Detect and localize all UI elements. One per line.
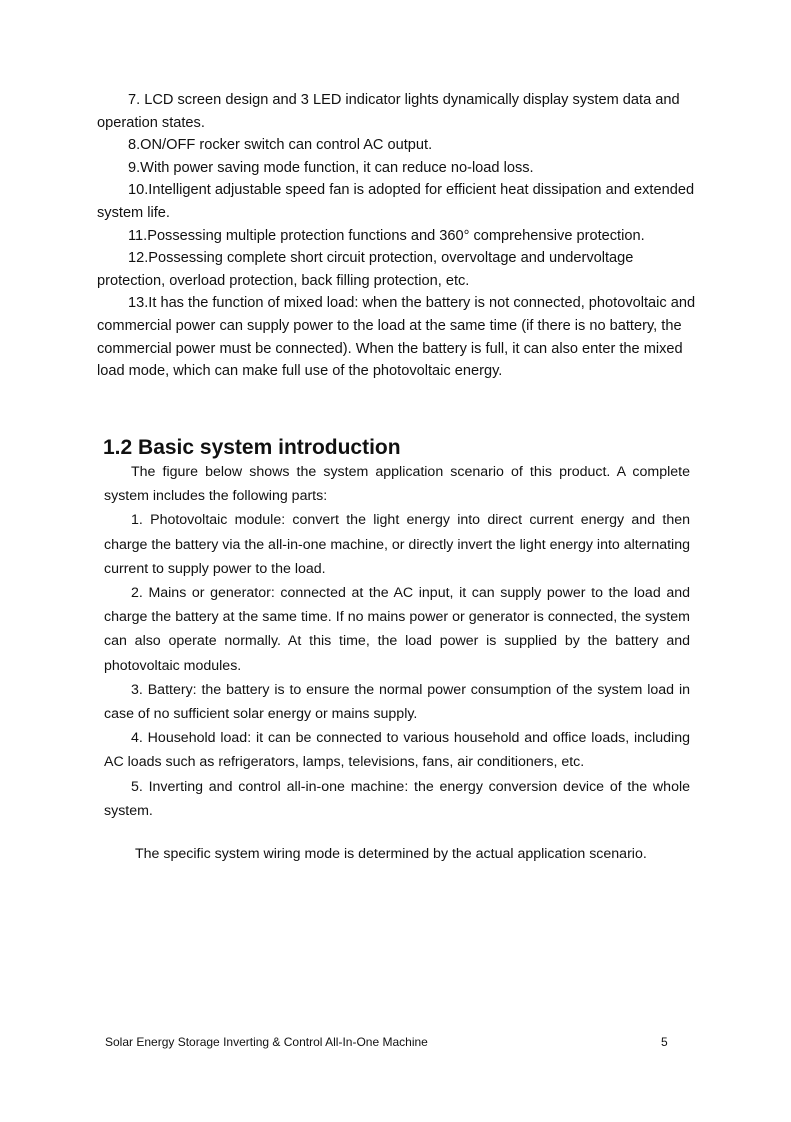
- part-battery: 3. Battery: the battery is to ensure the normal power consumption of the system load in case of no sufficient solar energy or mains supply.: [104, 681, 690, 723]
- part-household-load: 4. Household load: it can be connected to various household and office loads, including AC loads such as refrigerators, lamps, televisions, fans, air conditioners, etc.: [104, 730, 690, 771]
- part-inverter-machine: 5. Inverting and control all-in-one machine: the energy conversion device of the whole system.: [104, 778, 690, 819]
- section-body: [104, 460, 690, 866]
- page-number: 5: [661, 1035, 668, 1049]
- feature-item-10: 10.Intelligent adjustable speed fan is adopted for efficient heat dissipation and extended system life.: [97, 182, 695, 221]
- feature-item-12: 12.Possessing complete short circuit protection, overvoltage and undervoltage protection, overload protection, back filling protection, etc.: [97, 250, 634, 289]
- part-photovoltaic-module: 1. Photovoltaic module: convert the light energy into direct current energy and then charge the battery via the all-in-one machine, or directly invert the light energy into alternating current to supply power to the load.: [104, 512, 690, 577]
- feature-item-8: 8.ON/OFF rocker switch can control AC output.: [128, 137, 433, 154]
- section-heading: 1.2 Basic system introduction: [103, 436, 401, 459]
- feature-item-13: 13.It has the function of mixed load: when the battery is not connected, photovoltaic and commercial power can supply power to the load at the same time (if there is no battery, the commercial power must be connected). When the battery is full, it can also enter the mixed load mode, which can make full use of the photovoltaic energy.: [97, 295, 696, 380]
- footer-title: Solar Energy Storage Inverting & Control All-In-One Machine: [105, 1035, 428, 1049]
- closing-paragraph: The specific system wiring mode is determined by the actual application scenario.: [135, 845, 647, 862]
- feature-list: [97, 89, 697, 383]
- intro-paragraph: The figure below shows the system application scenario of this product. A complete system includes the following parts:: [104, 464, 690, 505]
- feature-item-7: 7. LCD screen design and 3 LED indicator lights dynamically display system data and operation states.: [97, 92, 680, 131]
- feature-item-9: 9.With power saving mode function, it can reduce no-load loss.: [128, 159, 534, 176]
- part-mains-generator: 2. Mains or generator: connected at the AC input, it can supply power to the load and charge the battery at the same time. If no mains power or generator is connected, the system can also operate normally. At this time, the load power is supplied by the battery and photovoltaic modules.: [104, 585, 690, 674]
- feature-item-11: 11.Possessing multiple protection functions and 360° comprehensive protection.: [128, 227, 645, 244]
